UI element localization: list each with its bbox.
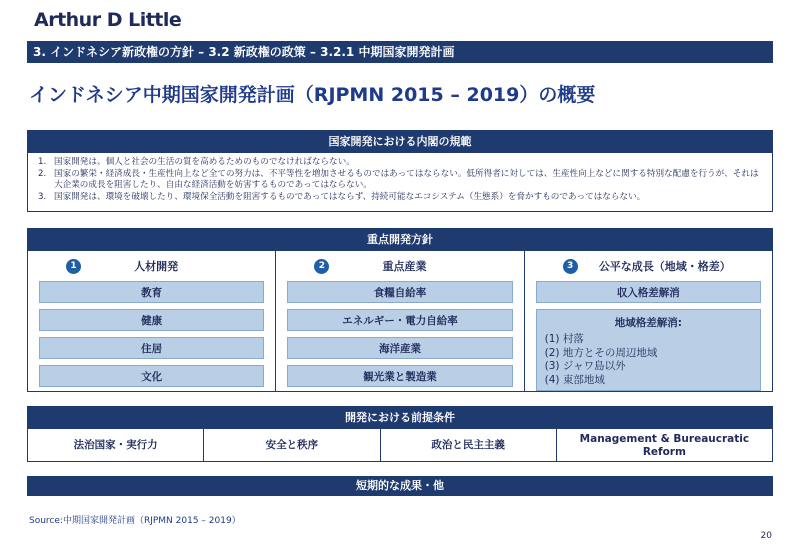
premise-cell: 安全と秩序 [204, 429, 380, 462]
policy-column-title: 公平な成長（地域・格差） [598, 260, 731, 273]
region-item: (2) 地方とその周辺地域 [544, 346, 658, 359]
policy-column-key-industries [276, 251, 524, 392]
page-title: インドネシア中期国家開発計画（RJPMN 2015 – 2019）の概要 [29, 84, 596, 106]
mandate-item [38, 169, 764, 192]
policy-item: 住居 [39, 337, 264, 359]
premise-cell: 政治と民主主義 [381, 429, 557, 462]
policy-column-human-resources [28, 251, 276, 392]
policy-column-equitable-growth [525, 251, 772, 392]
regional-disparity-title: 地域格差解消: [614, 317, 682, 329]
mandate-item-number: 1. [38, 157, 47, 167]
policy-item: 収入格差解消 [536, 281, 761, 303]
policy-item: 教育 [39, 281, 264, 303]
page-number: 20 [760, 531, 772, 541]
premise-cell: 法治国家・実行力 [28, 429, 204, 462]
region-item: (3) ジャワ島以外 [544, 360, 626, 372]
company-logo: Arthur D Little [34, 9, 182, 31]
number-badge: 2 [314, 259, 329, 274]
short-term-results-bar: 短期的な成果・他 [27, 476, 773, 496]
region-item: (4) 東部地域 [544, 373, 605, 386]
premise-cell: Management & Bureaucratic Reform [579, 432, 750, 458]
mandate-item-number: 3. [38, 191, 47, 202]
number-badge: 3 [563, 259, 578, 274]
policy-column-title: 人材開発 [134, 260, 179, 273]
number-badge: 1 [66, 259, 81, 274]
cabinet-mandate-header: 国家開発における内閣の規範 [28, 131, 772, 153]
policy-item: 食糧自給率 [287, 281, 512, 303]
development-policy-box [27, 228, 773, 392]
region-item: (1) 村落 [544, 333, 584, 345]
mandate-item-number: 2. [38, 168, 47, 179]
policy-item: 観光業と製造業 [287, 365, 512, 387]
mandate-item [38, 192, 764, 204]
cabinet-mandate-box [27, 130, 773, 212]
breadcrumb: 3. インドネシア新政権の方針 – 3.2 新政権の政策 – 3.2.1 中期国家開発計画 [27, 41, 773, 63]
development-policy-header: 重点開発方針 [28, 229, 772, 251]
policy-column-title: 重点産業 [382, 260, 427, 273]
regional-disparity-box [536, 309, 761, 391]
premise-header: 開発における前提条件 [28, 407, 772, 429]
mandate-item [38, 157, 764, 169]
policy-item: 海洋産業 [287, 337, 512, 359]
policy-item: 健康 [39, 309, 264, 331]
mandate-item-text: 国家開発は、個人と社会の生活の質を高めるためのものでなければならない。 [54, 157, 355, 167]
policy-item: エネルギー・電力自給率 [287, 309, 512, 331]
mandate-item-text: 国家の繁栄・経済成長・生産性向上など全ての努力は、不平等性を増加させるものではあってはならない。低所得者に対しては、生産性向上などに関する特別な配慮を行うが、それは大企業の成長を阻害したり、自由な経済活動を妨害するものであってはならない。 [54, 168, 759, 191]
mandate-list [28, 153, 772, 203]
mandate-item-text: 国家開発は、環境を破壊したり、環境保全活動を阻害するものであってはならず、持続可能なエコシステム（生態系）を脅かすものであってはならない。 [54, 191, 646, 202]
source-note: Source:中期国家開発計画（RJPMN 2015 – 2019） [29, 516, 241, 526]
premise-box [27, 406, 773, 462]
policy-item: 文化 [39, 365, 264, 387]
